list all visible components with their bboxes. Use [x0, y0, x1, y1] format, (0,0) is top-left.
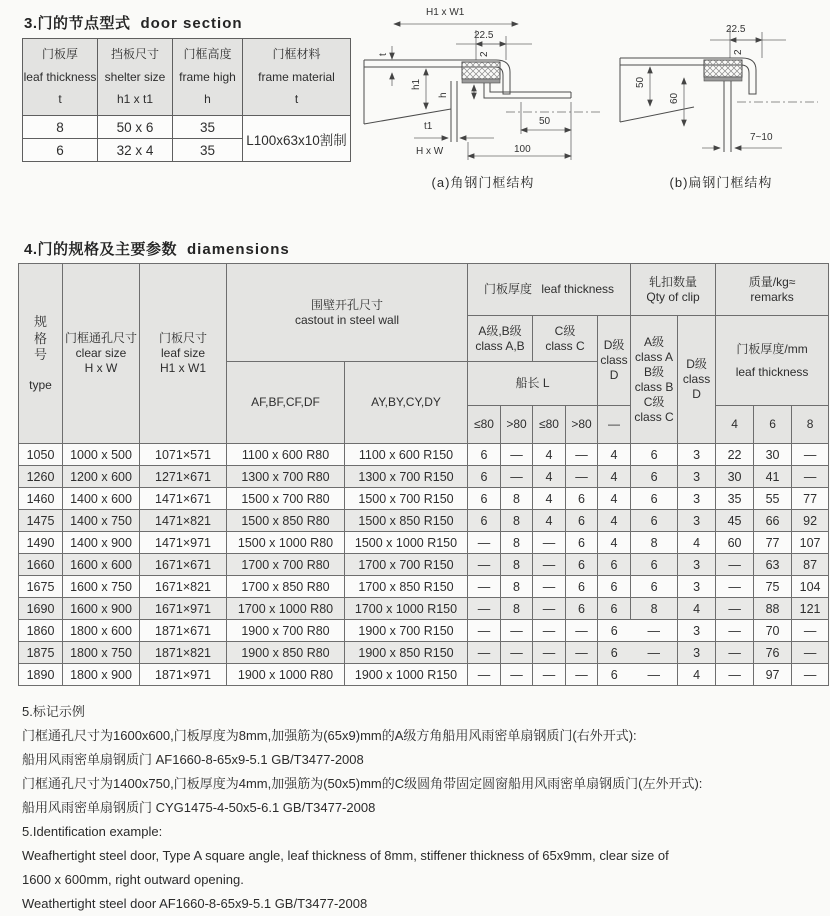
spec-cell: —: [533, 642, 566, 664]
spec-row: [19, 664, 829, 686]
spec-cell: 1800 x 900: [63, 664, 140, 686]
header-zh: A级: [644, 334, 665, 349]
col-ship-length: 船长 L: [468, 362, 598, 406]
spec-cell: —: [468, 598, 501, 620]
header-zh: 门框高度: [183, 46, 232, 61]
spec-cell: 8: [631, 598, 678, 620]
spec-cell: 6: [631, 510, 678, 532]
spec-cell: 3: [678, 642, 716, 664]
spec-cell: 4: [533, 466, 566, 488]
spec-cell: 1475: [19, 510, 63, 532]
spec-cell: 1700 x 700 R80: [227, 554, 345, 576]
spec-cell: 1871×971: [140, 664, 227, 686]
spec-cell: 1700 x 1000 R80: [227, 598, 345, 620]
header-en: class B: [634, 379, 674, 394]
spec-cell: 30: [716, 466, 754, 488]
spec-cell: 8: [501, 488, 533, 510]
cell-h: 35: [173, 116, 243, 139]
header-en: shelter size: [104, 69, 166, 84]
door-row: [23, 116, 351, 139]
col-thk-6: 6: [754, 406, 792, 444]
spec-cell: —: [533, 554, 566, 576]
angle-frame-drawing: [356, 2, 610, 170]
header-zh: 门板尺寸: [158, 331, 207, 345]
spec-cell: 22: [716, 444, 754, 466]
spec-cell: 1400 x 900: [63, 532, 140, 554]
note-line: Weafhertight steel door, Type A square angle, leaf thickness of 8mm, stiffener thickness of 65x9mm, clear size of: [22, 848, 669, 863]
spec-cell: 1400 x 600: [63, 488, 140, 510]
col-clip-abc: [631, 316, 678, 444]
spec-cell: —: [501, 642, 533, 664]
spec-cell: —: [792, 620, 829, 642]
header-en: type: [29, 378, 52, 393]
dim-label: 2: [479, 51, 490, 57]
spec-cell: 66: [754, 510, 792, 532]
spec-cell: 8: [501, 510, 533, 532]
header-zh: 挡板尺寸: [110, 46, 159, 61]
spec-row: [19, 532, 829, 554]
spec-cell: 1490: [19, 532, 63, 554]
spec-cell: —: [631, 642, 678, 664]
spec-cell: 1471×671: [140, 488, 227, 510]
spec-cell: 4: [598, 510, 631, 532]
spec-cell: —: [533, 620, 566, 642]
cell-h: 35: [173, 139, 243, 162]
spec-cell: 107: [792, 532, 829, 554]
header-zh: 门板厚: [41, 46, 78, 61]
spec-cell: 1690: [19, 598, 63, 620]
spec-cell: —: [792, 466, 829, 488]
spec-row: [19, 620, 829, 642]
spec-cell: 1400 x 750: [63, 510, 140, 532]
spec-cell: 55: [754, 488, 792, 510]
header-en: clear size: [75, 346, 127, 360]
spec-cell: 1050: [19, 444, 63, 466]
door-section-area: [0, 0, 830, 232]
spec-cell: 6: [631, 554, 678, 576]
spec-cell: —: [566, 664, 598, 686]
spec-cell: 1671×671: [140, 554, 227, 576]
spec-cell: 1700 x 1000 R150: [345, 598, 468, 620]
flat-frame-drawing: [614, 2, 828, 170]
col-qty-clip: [631, 264, 716, 316]
spec-cell: 3: [678, 554, 716, 576]
spec-cell: —: [533, 532, 566, 554]
note-line: 5.标记示例: [22, 704, 85, 719]
spec-row: [19, 488, 829, 510]
spec-cell: 6: [598, 598, 631, 620]
spec-cell: 4: [678, 598, 716, 620]
dim-label: 22.5: [474, 30, 494, 41]
spec-cell: 4: [598, 466, 631, 488]
spec-cell: —: [716, 576, 754, 598]
header-zh: D级: [603, 338, 625, 352]
col-gt80: >80: [501, 406, 533, 444]
col-d-dash: —: [598, 406, 631, 444]
spec-cell: 1671×971: [140, 598, 227, 620]
cell-shelter: 50 x 6: [98, 116, 173, 139]
header-zh: D级: [686, 357, 707, 371]
spec-cell: —: [566, 466, 598, 488]
header-zh: 门框材料: [272, 46, 321, 61]
cell-t: 6: [23, 139, 98, 162]
spec-cell: —: [716, 554, 754, 576]
dimensions-table: [18, 263, 829, 686]
dim-label: t: [378, 53, 389, 56]
spec-cell: —: [716, 620, 754, 642]
spec-cell: —: [716, 598, 754, 620]
header-en: class C: [634, 409, 674, 424]
spec-cell: 60: [716, 532, 754, 554]
section4-heading-en: diamensions: [187, 241, 290, 258]
spec-cell: 1471×971: [140, 532, 227, 554]
col-clip-d: [678, 316, 716, 444]
spec-cell: —: [631, 664, 678, 686]
spec-cell: 1600 x 750: [63, 576, 140, 598]
spec-cell: 1890: [19, 664, 63, 686]
spec-cell: 8: [501, 554, 533, 576]
spec-cell: 88: [754, 598, 792, 620]
spec-row: [19, 642, 829, 664]
spec-cell: 8: [501, 598, 533, 620]
header-sym: H x W: [84, 361, 118, 375]
spec-cell: 6: [566, 576, 598, 598]
spec-cell: 1900 x 850 R80: [227, 642, 345, 664]
header-en: castout in steel wall: [294, 312, 400, 327]
figure-a-caption: (a)角钢门框结构: [431, 175, 535, 190]
header-sym: h1 x t1: [116, 92, 154, 107]
dim-label: h: [438, 92, 449, 98]
spec-cell: —: [716, 664, 754, 686]
header-en: class D: [682, 372, 711, 401]
spec-cell: 3: [678, 444, 716, 466]
col-mass-remarks: [716, 264, 829, 316]
door-col-shelter-size: [98, 39, 173, 116]
header-sym: h: [204, 92, 211, 107]
spec-cell: 4: [533, 510, 566, 532]
spec-cell: —: [501, 444, 533, 466]
spec-cell: 75: [754, 576, 792, 598]
spec-cell: 6: [598, 576, 631, 598]
spec-cell: 1500 x 850 R150: [345, 510, 468, 532]
spec-cell: 4: [533, 444, 566, 466]
spec-cell: 6: [631, 444, 678, 466]
spec-cell: 6: [468, 510, 501, 532]
figure-b-caption: (b)扁钢门框结构: [669, 175, 773, 190]
spec-cell: —: [566, 620, 598, 642]
spec-cell: 4: [678, 532, 716, 554]
spec-row: [19, 554, 829, 576]
spec-cell: 1600 x 900: [63, 598, 140, 620]
header-zh: C级: [643, 394, 665, 409]
col-gt80: >80: [566, 406, 598, 444]
spec-cell: 6: [598, 664, 631, 686]
spec-cell: —: [716, 642, 754, 664]
spec-cell: —: [792, 664, 829, 686]
spec-cell: 6: [566, 532, 598, 554]
spec-cell: 77: [754, 532, 792, 554]
col-thk-4: 4: [716, 406, 754, 444]
header-en: remarks: [750, 289, 794, 304]
section3-heading-en: door section: [140, 15, 243, 32]
spec-cell: 1875: [19, 642, 63, 664]
spec-cell: —: [631, 620, 678, 642]
spec-cell: 6: [631, 576, 678, 598]
dim-label: 50: [539, 116, 551, 127]
cell-t: 8: [23, 116, 98, 139]
section4-heading-zh: 4.门的规格及主要参数: [24, 241, 178, 258]
spec-cell: 104: [792, 576, 829, 598]
spec-cell: 1671×821: [140, 576, 227, 598]
spec-cell: —: [533, 576, 566, 598]
spec-cell: 1271×671: [140, 466, 227, 488]
note-line: Weathertight steel door AF1660-8-65x9-5.1 GB/T3477-2008: [22, 896, 368, 911]
spec-cell: 30: [754, 444, 792, 466]
spec-cell: 1900 x 1000 R80: [227, 664, 345, 686]
note-line: 1600 x 600mm, right outward opening.: [22, 872, 244, 887]
header-zh: A级,B级: [478, 323, 522, 338]
col-thickness-mm: [716, 316, 829, 406]
col-castout-y: AY,BY,CY,DY: [345, 362, 468, 444]
dim-label: 2: [733, 49, 744, 55]
note-line: 门框通孔尺寸为1600x600,门板厚度为8mm,加强筋为(65x9)mm的A级方角船用风雨密单扇钢质门(右外开式):: [22, 728, 637, 743]
header-sym: H1 x W1: [159, 361, 206, 375]
dim-label: 100: [514, 144, 531, 155]
spec-cell: 6: [598, 620, 631, 642]
header-zh: 围壁开孔尺寸: [310, 297, 383, 312]
section3-heading-zh: 3.门的节点型式: [24, 15, 131, 32]
spec-cell: 1100 x 600 R150: [345, 444, 468, 466]
header-zh: 规格号: [33, 313, 47, 363]
figure-flat-steel-frame: [614, 2, 828, 191]
header-en: Qty of clip: [646, 289, 700, 304]
cell-material: L100x63x10割制: [243, 116, 351, 162]
spec-cell: 63: [754, 554, 792, 576]
spec-cell: —: [792, 642, 829, 664]
spec-cell: —: [468, 532, 501, 554]
header-en: leaf thickness: [735, 364, 809, 379]
spec-cell: 41: [754, 466, 792, 488]
door-section-table: [22, 38, 351, 162]
spec-cell: 1471×821: [140, 510, 227, 532]
col-type: [19, 264, 63, 444]
spec-cell: 4: [678, 664, 716, 686]
col-leaf-thickness: [468, 264, 631, 316]
col-class-d: [598, 316, 631, 406]
cell-shelter: 32 x 4: [98, 139, 173, 162]
spec-cell: 4: [598, 444, 631, 466]
spec-cell: 1500 x 850 R80: [227, 510, 345, 532]
spec-cell: 6: [566, 598, 598, 620]
dim-label: 50: [635, 76, 646, 88]
spec-cell: 6: [566, 554, 598, 576]
spec-cell: —: [468, 664, 501, 686]
spec-cell: 1800 x 750: [63, 642, 140, 664]
dim-label: 60: [669, 92, 680, 104]
note-line: 5.Identification example:: [22, 824, 163, 839]
spec-cell: 6: [598, 554, 631, 576]
spec-cell: 92: [792, 510, 829, 532]
spec-cell: 3: [678, 510, 716, 532]
section4-heading: [24, 238, 830, 259]
header-en: class C: [545, 338, 585, 353]
spec-cell: 1871×671: [140, 620, 227, 642]
col-clear-size: [63, 264, 140, 444]
spec-cell: 1071×571: [140, 444, 227, 466]
spec-cell: 1500 x 700 R80: [227, 488, 345, 510]
spec-cell: 6: [598, 642, 631, 664]
spec-cell: 1900 x 850 R150: [345, 642, 468, 664]
header-en: class A: [635, 349, 674, 364]
header-zh: C级: [554, 323, 576, 338]
spec-cell: 6: [468, 466, 501, 488]
spec-cell: 1675: [19, 576, 63, 598]
spec-cell: 6: [566, 488, 598, 510]
section3-heading: [24, 12, 243, 33]
spec-cell: 70: [754, 620, 792, 642]
dim-label: t1: [424, 121, 433, 132]
spec-cell: 6: [631, 488, 678, 510]
spec-cell: 8: [631, 532, 678, 554]
col-class-ab: [468, 316, 533, 362]
spec-cell: 1700 x 700 R150: [345, 554, 468, 576]
dim-label: 22.5: [726, 24, 746, 35]
spec-cell: 6: [566, 510, 598, 532]
spec-cell: 1900 x 700 R80: [227, 620, 345, 642]
spec-cell: 1500 x 1000 R150: [345, 532, 468, 554]
spec-row: [19, 444, 829, 466]
header-zh: 门板厚度/mm: [736, 341, 808, 356]
spec-cell: 8: [501, 532, 533, 554]
header-zh: 轧扣数量: [649, 274, 698, 289]
header-sym: t: [294, 92, 299, 107]
door-col-leaf-thickness: [23, 39, 98, 116]
header-en: leaf thickness: [541, 282, 615, 296]
spec-row: [19, 466, 829, 488]
spec-cell: 1871×821: [140, 642, 227, 664]
spec-cell: —: [566, 444, 598, 466]
spec-row: [19, 576, 829, 598]
dim-label: h1: [411, 78, 422, 90]
spec-cell: —: [501, 664, 533, 686]
spec-cell: —: [468, 554, 501, 576]
spec-cell: 1300 x 700 R150: [345, 466, 468, 488]
col-le80: ≤80: [533, 406, 566, 444]
spec-cell: —: [468, 620, 501, 642]
header-en: class D: [600, 353, 628, 382]
header-zh: 门框通孔尺寸: [64, 331, 137, 345]
note-line: 门框通孔尺寸为1400x750,门板厚度为4mm,加强筋为(50x5)mm的C级圆角带固定圆窗船用风雨密单扇钢质门(左外开式):: [22, 776, 703, 791]
spec-cell: —: [501, 466, 533, 488]
spec-cell: 4: [533, 488, 566, 510]
col-thk-8: 8: [792, 406, 829, 444]
header-en: frame material: [258, 69, 335, 84]
spec-cell: —: [533, 664, 566, 686]
spec-cell: 45: [716, 510, 754, 532]
spec-cell: 3: [678, 576, 716, 598]
spec-row: [19, 598, 829, 620]
door-col-frame-high: [173, 39, 243, 116]
col-class-c: [533, 316, 598, 362]
spec-cell: 1000 x 500: [63, 444, 140, 466]
spec-cell: 1860: [19, 620, 63, 642]
spec-cell: 97: [754, 664, 792, 686]
spec-cell: 8: [501, 576, 533, 598]
spec-cell: 3: [678, 488, 716, 510]
spec-cell: 1700 x 850 R80: [227, 576, 345, 598]
header-en: leaf size: [160, 346, 206, 360]
spec-cell: 1700 x 850 R150: [345, 576, 468, 598]
spec-cell: 6: [631, 466, 678, 488]
spec-cell: 1200 x 600: [63, 466, 140, 488]
note-line: 船用风雨密单扇钢质门 AF1660-8-65x9-5.1 GB/T3477-2008: [22, 752, 364, 767]
spec-cell: 35: [716, 488, 754, 510]
spec-cell: 77: [792, 488, 829, 510]
spec-cell: 1500 x 700 R150: [345, 488, 468, 510]
spec-cell: 1500 x 1000 R80: [227, 532, 345, 554]
col-castout: [227, 264, 468, 362]
spec-cell: 3: [678, 466, 716, 488]
spec-cell: 6: [468, 444, 501, 466]
door-col-frame-material: [243, 39, 351, 116]
dim-label: H1 x W1: [426, 7, 465, 18]
spec-cell: 6: [468, 488, 501, 510]
spec-cell: 4: [598, 532, 631, 554]
spec-cell: 1900 x 700 R150: [345, 620, 468, 642]
spec-row: [19, 510, 829, 532]
spec-cell: 1260: [19, 466, 63, 488]
notes-block: [22, 700, 830, 916]
spec-cell: —: [468, 642, 501, 664]
spec-cell: —: [533, 598, 566, 620]
figure-angle-steel-frame: [356, 2, 610, 191]
header-en: class A,B: [475, 338, 525, 353]
dim-label: 7~10: [750, 132, 773, 143]
spec-table-body: [19, 444, 829, 686]
spec-cell: 4: [598, 488, 631, 510]
spec-cell: 3: [678, 620, 716, 642]
col-castout-f: AF,BF,CF,DF: [227, 362, 345, 444]
header-en: frame high: [179, 69, 236, 84]
spec-cell: —: [566, 642, 598, 664]
spec-cell: —: [468, 576, 501, 598]
spec-cell: 1300 x 700 R80: [227, 466, 345, 488]
spec-cell: 121: [792, 598, 829, 620]
spec-cell: 76: [754, 642, 792, 664]
header-en: leaf thickness: [23, 69, 97, 84]
spec-cell: 1900 x 1000 R150: [345, 664, 468, 686]
spec-cell: 1800 x 600: [63, 620, 140, 642]
note-line: 船用风雨密单扇钢质门 CYG1475-4-50x5-6.1 GB/T3477-2008: [22, 800, 376, 815]
header-zh: 门板厚度: [483, 282, 532, 296]
spec-cell: 1460: [19, 488, 63, 510]
col-leaf-size: [140, 264, 227, 444]
spec-cell: 1600 x 600: [63, 554, 140, 576]
col-le80: ≤80: [468, 406, 501, 444]
header-sym: t: [58, 92, 62, 107]
spec-cell: 1100 x 600 R80: [227, 444, 345, 466]
header-zh: B级: [644, 364, 665, 379]
spec-cell: 87: [792, 554, 829, 576]
header-zh: 质量/kg≈: [748, 274, 796, 289]
dim-label: H x W: [416, 146, 444, 157]
spec-cell: —: [792, 444, 829, 466]
spec-cell: 1660: [19, 554, 63, 576]
spec-cell: —: [501, 620, 533, 642]
